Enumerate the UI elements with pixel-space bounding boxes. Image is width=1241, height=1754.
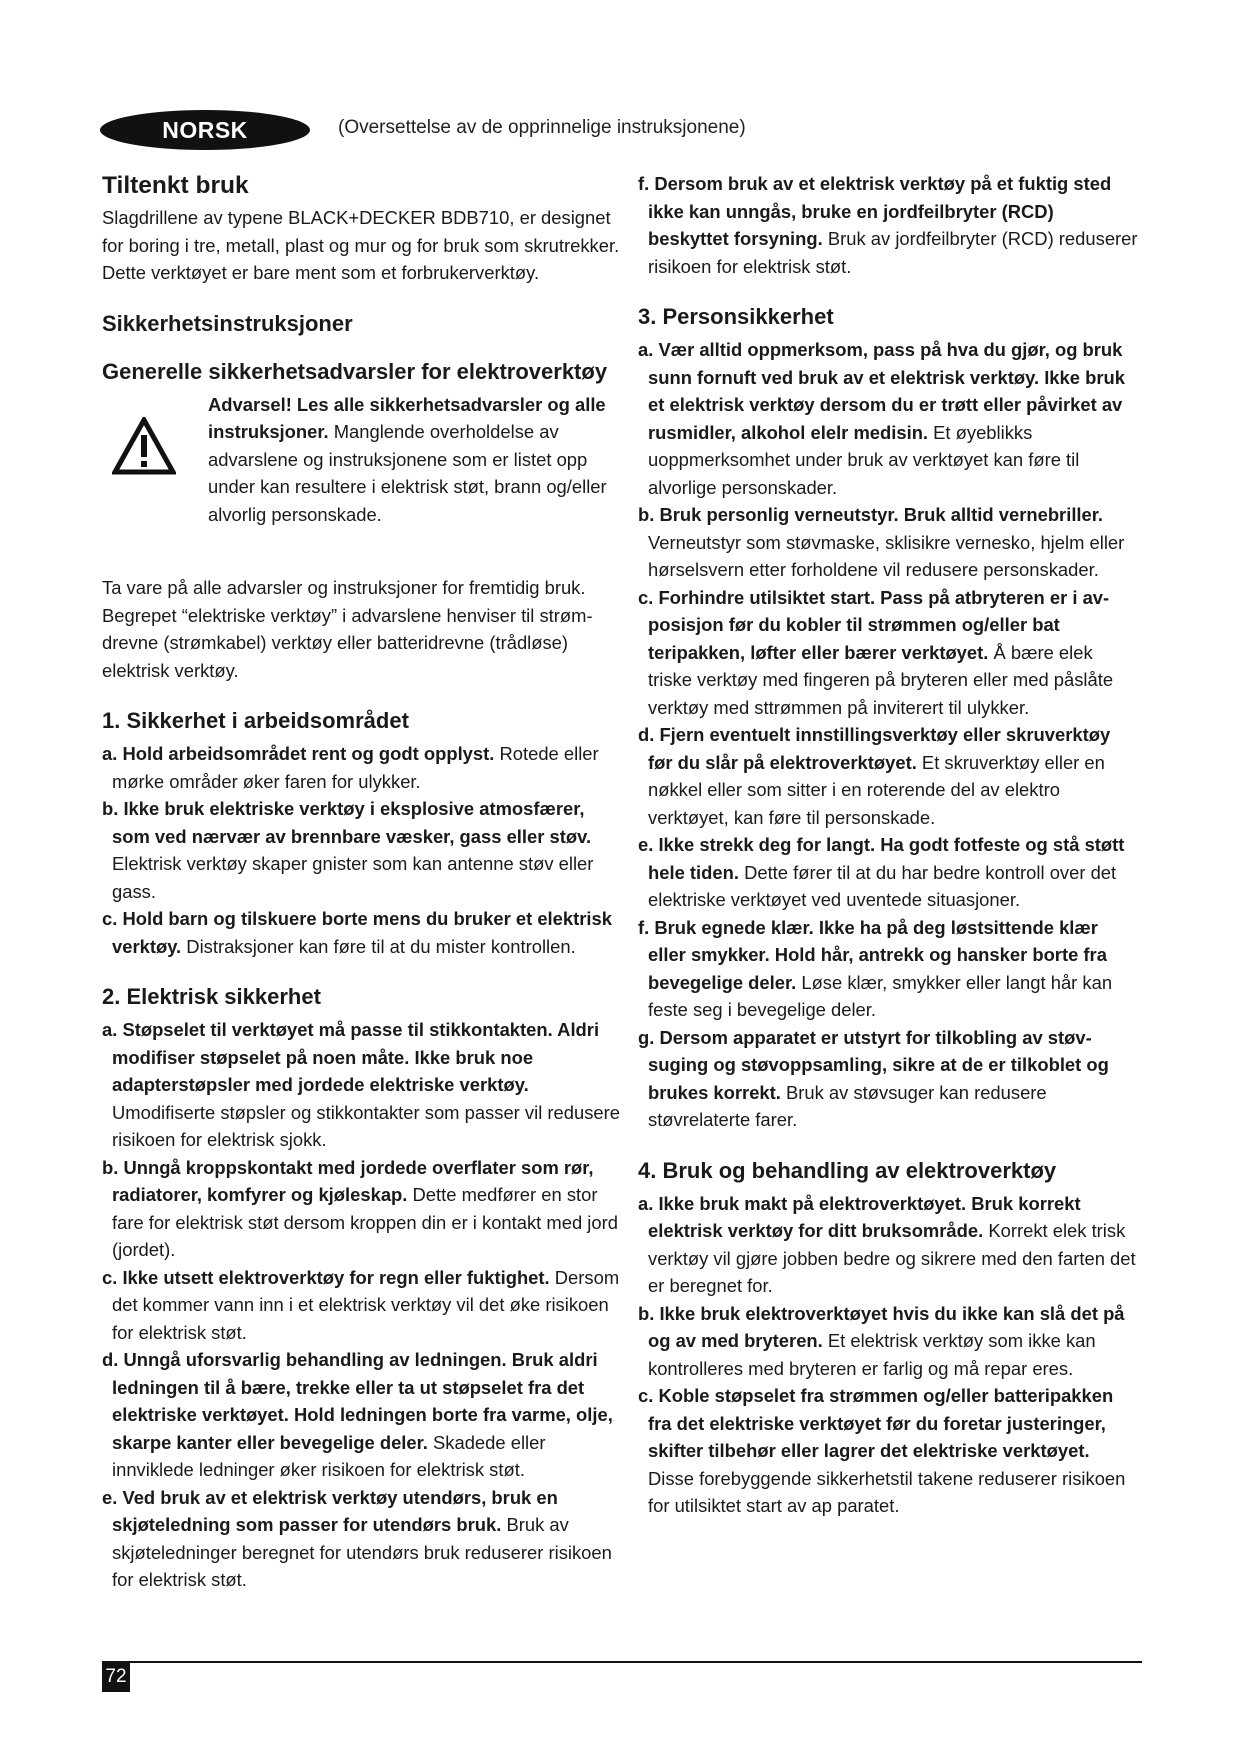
list-item: a. Ikke bruk makt på elektroverktøyet. Bruk korrekt elektrisk verktøy for ditt bruksområde. Korrekt elek trisk verktøy vil gjøre jobben bedre og sikrere med den farten det er beregnet for. <box>638 1192 1136 1296</box>
footer-rule <box>102 1661 1142 1663</box>
list-item: f. Bruk egnede klær. Ikke ha på deg løstsittende klær eller smykker. Hold hår, antrekk og hansker borte fra bevegelige deler. Løse klær, smykker eller langt hår kan feste seg i bevegelige deler. <box>638 916 1113 1020</box>
list-item: a. Vær alltid oppmerksom, pass på hva du gjør, og bruk sunn fornuft ved bruk av et elektrisk verktøy. Ikke bruk et elektrisk verktøy dersom du er trøtt eller påvirket av rusmidler, alkohol elelr medisin. Et øyeblikks uoppmerksomhet under bruk av verktøyet kan føre til alvorlige personskader. <box>638 339 1125 498</box>
section-1-title: 1. Sikkerhet i arbeidsområdet <box>102 708 409 733</box>
warning-triangle-icon <box>102 391 208 529</box>
warning-text <box>208 391 622 529</box>
warning-body: Manglende overholdelse av advarslene og instruksjonene som er listet opp under kan resultere i elektrisk støt, brann og/eller alvorlig personskade. <box>208 421 607 525</box>
language-badge: NORSK <box>100 110 310 150</box>
list-item: d. Unngå uforsvarlig behandling av ledningen. Bruk aldri ledningen til å bære, trekke eller ta ut støpselet fra det elektriske verktøyet. Hold ledningen borte fra varme, olje, skarpe kanter eller bevegelige deler. Skadede eller innviklede ledninger øker risikoen for elektrisk støt. <box>102 1349 613 1480</box>
section-2-title: 2. Elektrisk sikkerhet <box>102 984 321 1009</box>
list-item: f. Dersom bruk av et elektrisk verktøy på et fuktig sted ikke kan unngås, bruke en jordfeilbryter (RCD) beskyttet forsyning. Bruk av jordfeilbryter (RCD) reduserer risikoen for elektrisk støt. <box>638 173 1138 277</box>
list-item: g. Dersom apparatet er utstyrt for tilkobling av støvsuging og støvoppsamling, sikre at de er tilkoblet og brukes korrekt. Bruk av støvsuger kan redusere støvrelaterte farer. <box>638 1026 1109 1130</box>
list-item: b. Unngå kroppskontakt med jordede overflater som rør, radiatorer, komfyrer og kjøleskap. Dette medfører en stor fare for elektrisk støt dersom kroppen din er i kontakt med jord (jordet). <box>102 1156 618 1260</box>
list-item: e. Ikke strekk deg for langt. Ha godt fotfeste og stå støtt hele tiden. Dette fører til at du har bedre kontroll over det elektriske verktøyet ved uventede situasjoner. <box>638 834 1125 910</box>
list-item: c. Forhindre utilsiktet start. Pass på atbryteren er i av-posisjon før du kobler til strømmen og/eller bat teripakken, løfter eller bærer verktøyet. Å bære elek triske verktøy med fingeren på bryteren eller med påslåte verktøy med sttrømmen på inviterert til ulykker. <box>638 586 1114 718</box>
keep-instructions-note: Ta vare på alle advarsler og instruksjoner for fremtidig bruk. Begrepet “elektriske verktøy” i advarslene henviser til strømdrevne (strømkabel) verktøy eller batteridrevne (trådløse) elektrisk verktøy. <box>102 577 593 681</box>
list-item: b. Bruk personlig verneutstyr. Bruk alltid vernebriller. Verneutstyr som støvmaske, sklisikre vernesko, hjelm eller hørselsvern etter forholdene vil redusere personskader. <box>638 504 1125 580</box>
page-number: 72 <box>102 1662 130 1692</box>
list-item: c. Ikke utsett elektroverktøy for regn eller fuktighet. Dersom det kommer vann inn i et elektrisk verktøy vil det øke risikoen for elektrisk støt. <box>102 1266 620 1343</box>
section-3-title: 3. Personsikkerhet <box>638 304 834 329</box>
list-item: e. Ved bruk av et elektrisk verktøy utendørs, bruk en skjøteledning som passer for utendørs bruk. Bruk av skjøteledninger beregnet for utendørs bruk reduserer risikoen for elektrisk støt. <box>102 1486 612 1590</box>
general-safety-title: Generelle sikkerhetsadvarsler for elektroverktøy <box>102 358 608 384</box>
section-4-title: 4. Bruk og behandling av elektroverktøy <box>638 1157 1057 1183</box>
list-item: b. Ikke bruk elektriske verktøy i eksplosive atmosfærer, som ved nærvær av brennbare væsker, gass eller støv. Elektrisk verktøy skaper gnister som kan antenne støv eller gass. <box>102 798 594 902</box>
warning-block <box>102 391 622 529</box>
translation-note: (Oversettelse av de opprinnelige instruksjonene) <box>338 117 746 138</box>
list-item: d. Fjern eventuelt innstillingsverktøy eller skruverktøy før du slår på elektroverktøyet. Et skruverktøy eller en nøkkel eller som sitter i en roterende del av elektro verktøyet, kan føre til personskade. <box>638 724 1111 828</box>
intended-use-body: Slagdrillene av typene BLACK+DECKER BDB710, er designet for boring i tre, metall, plast og mur og for bruk som skrutrekker. Dette verktøyet er bare ment som et forbrukerverktøy. <box>102 207 620 283</box>
warning-bold: Advarsel! Les alle sikkerhetsadvarsler og alle instruksjoner. <box>208 393 606 442</box>
intended-use-title: Tiltenkt bruk <box>102 172 249 199</box>
list-item: a. Hold arbeidsområdet rent og godt opplyst. Rotede eller mørke områder øker faren for ulykker. <box>102 743 599 792</box>
list-item: b. Ikke bruk elektroverktøyet hvis du ikke kan slå det på og av med bryteren. Et elektrisk verktøy som ikke kan kontrolleres med bryteren er farlig og må repar eres. <box>638 1302 1125 1379</box>
left-column <box>102 170 622 1594</box>
list-item: c. Hold barn og tilskuere borte mens du bruker et elektrisk verktøy. Distraksjoner kan føre til at du mister kontrollen. <box>102 908 612 957</box>
right-column <box>638 170 1138 1520</box>
list-item: c. Koble støpselet fra strømmen og/eller batteripakken fra det elektriske verktøyet før du foretar justeringer, skifter tilbehør eller lagrer det elektriske verktøyet. Disse forebyggende sikkerhetstil takene reduserer risikoen for utilsiktet start av ap paratet. <box>638 1385 1126 1516</box>
safety-title: Sikkerhetsinstruksjoner <box>102 310 353 336</box>
list-item: a. Støpselet til verktøyet må passe til stikkontakten. Aldri modifiser støpselet på noen måte. Ikke bruk noe adapterstøpsler med jordede elektriske verktøy. Umodifiserte støpsler og stikkontakter som passer vil redusere risikoen for elektrisk sjokk. <box>102 1019 620 1150</box>
